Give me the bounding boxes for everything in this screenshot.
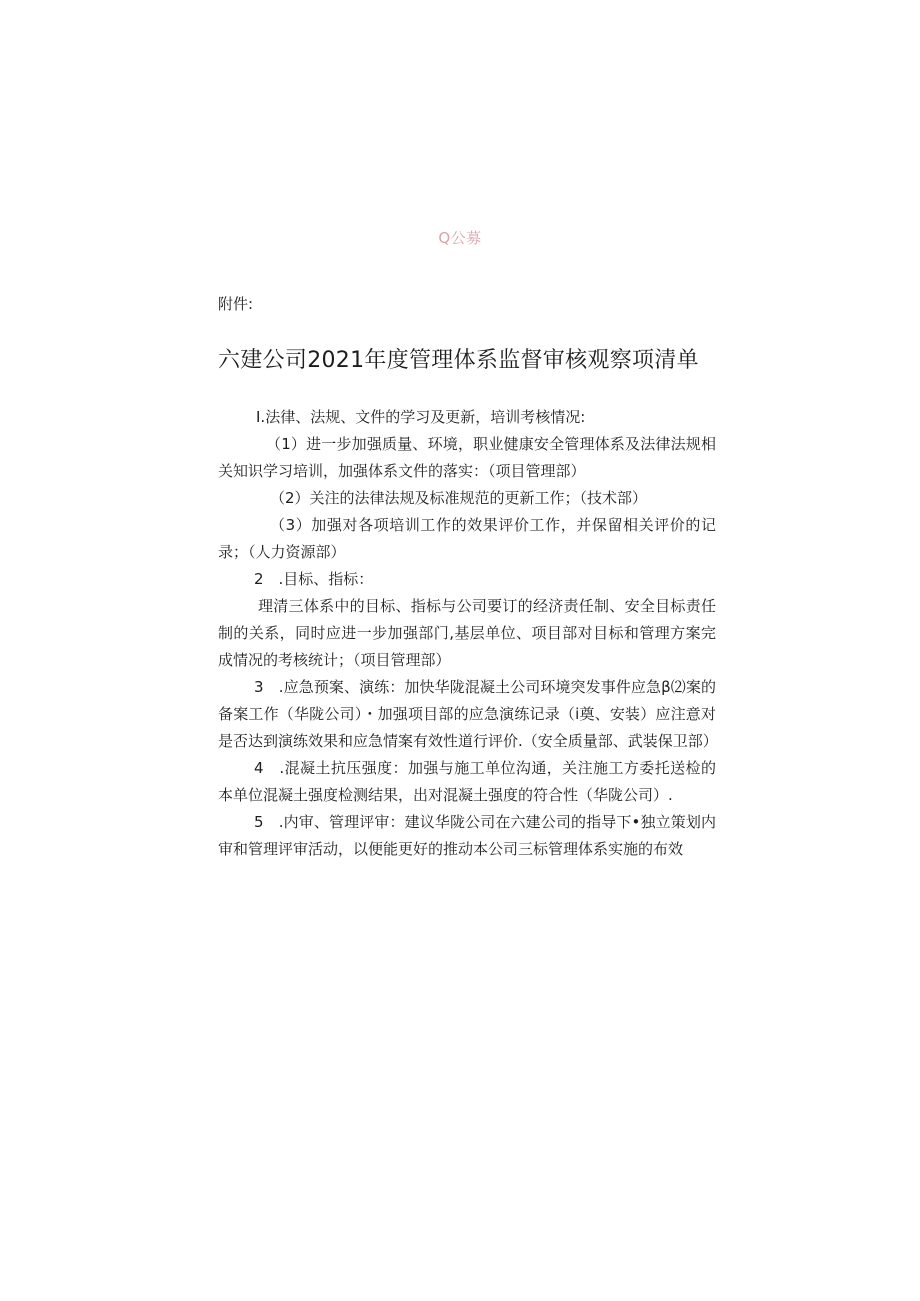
section-3-paragraph: 3 .应急预案、演练：加快华陇混凝土公司环境突发事件应急β⑵案的备案工作（华陇公司）・加强项目部的应急演练记录（i奠、安装）应注意对是否达到演练效果和应急情案有效性道行评价.（安全质量部、武装保卫部）	[218, 678, 718, 750]
section-1-item-2: （2）关注的法律法规及标准规范的更新工作；（技术部）	[270, 489, 648, 507]
section-2-heading: 2 .目标、指标：	[254, 570, 374, 588]
attachment-label: 附件:	[218, 295, 254, 313]
document-body	[218, 404, 716, 863]
document-title: 六建公司2021年度管理体系监督审核观察项清单	[218, 348, 699, 373]
section-1-item-3: （3）加强对各项培训工作的效果评价工作，并保留相关评价的记录；（人力资源部）	[218, 516, 716, 561]
section-5-paragraph: 5 .内审、管理评审：建议华陇公司在六建公司的指导下•独立策划内审和管理评审活动，以便能更好的推动本公司三标管理体系实施的布效	[218, 813, 716, 858]
stamp-mark: Q公募	[438, 229, 482, 247]
section-1-heading: I.法律、法规、文件的学习及更新，培训考核情况:	[256, 408, 586, 426]
section-1-item-1: （1）进一步加强质量、环境，职业健康安全管理体系及法律法规相关知识学习培训，加强体系文件的落实：（项目管理部）	[218, 435, 716, 480]
section-4-paragraph: 4 .混凝土抗压强度：加强与施工单位沟通，关注施工方委托送检的本单位混凝土强度检测结果，出对混凝土强度的符合性（华陇公司）.	[218, 759, 716, 804]
section-2-body: 理清三体系中的目标、指标与公司要订的经济责任制、安全目标责任制的关系，同时应进一步加强部门,基层单位、项目部对目标和管理方案完成情况的考核统计；（项目管理部）	[218, 597, 716, 669]
